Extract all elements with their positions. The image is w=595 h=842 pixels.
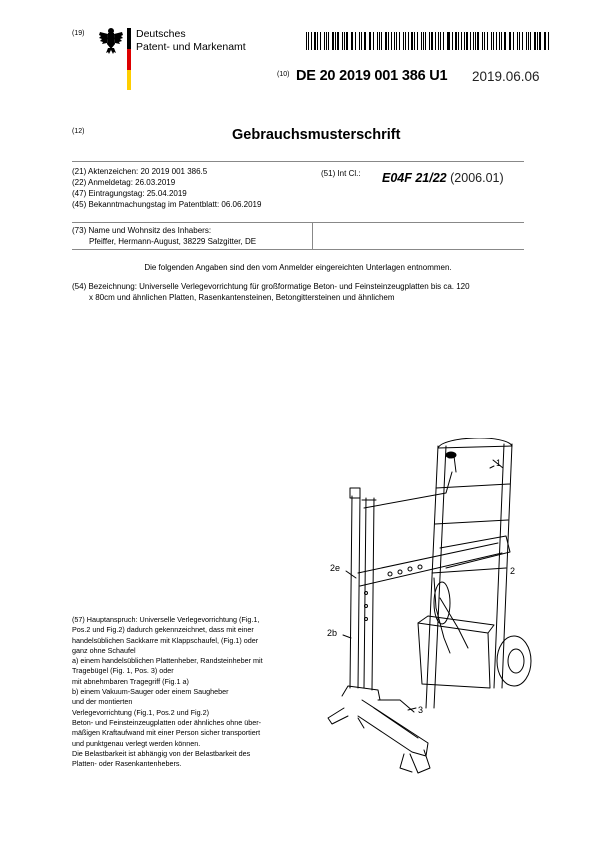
barcode-bar (408, 32, 409, 50)
ipc-classification (382, 171, 504, 185)
barcode-bar (477, 32, 478, 50)
barcode-bar (482, 32, 484, 50)
barcode-bar (425, 32, 426, 50)
document-number: DE 20 2019 001 386 U1 (296, 68, 448, 84)
barcode-bar (311, 32, 312, 50)
title-line1: (54) Bezeichnung: Universelle Verlegevorrichtung für großformatige Beton- und Feinsteinzeugplatten bis ca. 120 (72, 282, 470, 291)
barcode-bar (435, 32, 436, 50)
barcode-bar (504, 32, 506, 50)
barcode-bar (510, 32, 511, 50)
barcode (306, 32, 552, 50)
barcode-bar (377, 32, 378, 50)
barcode-bar (522, 32, 523, 50)
barcode-bar (337, 32, 339, 50)
drawing-figure (318, 438, 543, 783)
barcode-bar (452, 32, 453, 50)
figure-label-2: 2 (510, 566, 516, 576)
barcode-bar (519, 32, 520, 50)
barcode-bar (448, 32, 449, 50)
barcode-bar (491, 32, 492, 50)
barcode-bar (417, 32, 418, 50)
inid-code-19: (19) (72, 30, 85, 37)
barcode-bar (461, 32, 462, 50)
claim-line: (57) Hauptanspruch: Universelle Verlegevorrichtung (Fig.1, (72, 615, 260, 624)
divider-top (72, 161, 524, 162)
inid-code-12: (12) (72, 128, 85, 135)
barcode-bar (414, 32, 415, 50)
claim-line: Verlegevorrichtung (Fig.1, Pos.2 und Fig.2) (72, 707, 210, 717)
barcode-bar (359, 32, 360, 50)
title-block (72, 281, 532, 303)
barcode-bar (396, 32, 397, 50)
claim-line: Tragebügel (Fig. 1, Pos. 3) oder (72, 666, 174, 676)
claim-line: handelsüblichen Sackkarre mit Klappschaufel, (Fig.1) oder (72, 635, 259, 645)
barcode-bar (539, 32, 540, 50)
barcode-bar (493, 32, 494, 50)
barcode-bar (385, 32, 387, 50)
barcode-bar (394, 32, 395, 50)
barcode-bar (355, 32, 356, 50)
claim-line: a) einem handelsüblichen Plattenheber, Randsteinheber mit (72, 656, 263, 666)
barcode-bar (513, 32, 514, 50)
biblio-publication-date: (45) Bekanntmachungstag im Patentblatt: 06.06.2019 (72, 200, 262, 209)
biblio-filing-date: (22) Anmeldetag: 26.03.2019 (72, 178, 176, 187)
claim-line: Die Belastbarkeit ist abhängig von der Belastbarkeit des (72, 748, 251, 758)
barcode-bar (388, 32, 389, 50)
barcode-bar (320, 32, 321, 50)
inid-code-10: (10) (277, 71, 290, 78)
barcode-bar (314, 32, 315, 50)
claim-line: b) einem Vakuum-Sauger oder einem Saugheber (72, 687, 229, 697)
barcode-bar (530, 32, 531, 50)
claim-line: ganz ohne Schaufel (72, 645, 136, 655)
ipc-version: (2006.01) (450, 171, 504, 185)
barcode-bar (487, 32, 488, 50)
barcode-bar (391, 32, 392, 50)
figure-label-2e: 2e (330, 563, 341, 573)
barcode-bar (438, 32, 439, 50)
barcode-bar (501, 32, 502, 50)
barcode-bar (317, 32, 319, 50)
barcode-bar (499, 32, 500, 50)
claim-line: Pos.2 und Fig.2) dadurch gekennzeichnet, dass mit einer (72, 625, 254, 635)
barcode-bar (328, 32, 329, 50)
ipc-class: E04F 21/22 (382, 171, 447, 185)
barcode-bar (431, 32, 433, 50)
barcode-bar (509, 32, 510, 50)
barcode-bar (545, 32, 546, 50)
owner-name: Pfeiffer, Hermann-August, 38229 Salzgitter, DE (89, 237, 257, 246)
office-name-line2: Patent- und Markenamt (136, 41, 246, 53)
barcode-bar (411, 32, 413, 50)
divider-owner-vertical (312, 222, 313, 249)
barcode-bar (332, 32, 333, 50)
barcode-bar (443, 32, 444, 50)
claim-line: mit abnehmbaren Tragegriff (Fig.1 a) (72, 676, 189, 686)
barcode-bar (475, 32, 476, 50)
biblio-application-number: (21) Aktenzeichen: 20 2019 001 386.5 (72, 167, 208, 176)
owner-label: (73) Name und Wohnsitz des Inhabers: (72, 226, 212, 235)
office-name (136, 28, 246, 54)
barcode-bar (458, 32, 459, 50)
barcode-bar (405, 32, 406, 50)
barcode-bar (496, 32, 497, 50)
applicant-notice: Die folgenden Angaben sind den vom Anmelder eingereichten Unterlagen entnommen. (144, 263, 452, 272)
barcode-bar (423, 32, 424, 50)
barcode-bar (381, 32, 382, 50)
document-type: Gebrauchsmusterschrift (232, 127, 401, 143)
barcode-bar (534, 32, 536, 50)
barcode-bar (473, 32, 474, 50)
barcode-bar (429, 32, 430, 50)
office-name-line1: Deutsches (136, 28, 186, 40)
barcode-bar (470, 32, 471, 50)
barcode-bar (346, 32, 347, 50)
biblio-registration-date: (47) Eintragungstag: 25.04.2019 (72, 189, 187, 198)
barcode-bar (326, 32, 327, 50)
barcode-bar (370, 32, 371, 50)
barcode-bar (447, 32, 448, 50)
barcode-bar (364, 32, 366, 50)
barcode-bar (440, 32, 441, 50)
hand-truck-drawing (328, 438, 531, 773)
claim-line: und punktgenau verlegt werden können. (72, 738, 201, 748)
barcode-bar (399, 32, 400, 50)
barcode-bar (466, 32, 467, 50)
barcode-bar (351, 32, 352, 50)
barcode-bar (544, 32, 545, 50)
barcode-bar (361, 32, 362, 50)
claim-line: und der montierten (72, 697, 133, 707)
barcode-bar (548, 32, 549, 50)
barcode-bar (335, 32, 336, 50)
barcode-bar (464, 32, 465, 50)
publication-date: 2019.06.06 (472, 69, 540, 84)
claim-line: Platten- oder Rasenkantenhebers. (72, 759, 182, 769)
barcode-bar (526, 32, 527, 50)
barcode-bar (455, 32, 457, 50)
divider-owner (72, 222, 524, 223)
barcode-bar (352, 32, 353, 50)
figure-label-3: 3 (418, 705, 424, 715)
owner-block (72, 225, 256, 247)
barcode-bar (344, 32, 345, 50)
claim-line: Beton- und Feinsteinzeugplatten oder ähnliches ohne über- (72, 717, 262, 727)
barcode-bar (308, 32, 309, 50)
barcode-bar (369, 32, 370, 50)
biblio-left (72, 166, 261, 210)
barcode-bar (373, 32, 374, 50)
claim-line: mäßigen Kraftaufwand mit einer Person sicher transportiert (72, 728, 261, 738)
title-line2: x 80cm und ähnlichen Platten, Rasenkantensteinen, Betongittersteinen und ähnlichem (89, 293, 395, 302)
barcode-bar (484, 32, 485, 50)
divider-bottom (72, 249, 524, 250)
figure-label-2b: 2b (327, 628, 338, 638)
flag-stripe (127, 28, 131, 90)
barcode-bar (517, 32, 518, 50)
barcode-bar (528, 32, 529, 50)
barcode-bar (379, 32, 380, 50)
barcode-bar (306, 32, 307, 50)
barcode-bar (421, 32, 422, 50)
federal-eagle-icon (98, 26, 124, 56)
ipc-label: (51) Int Cl.: (321, 169, 361, 178)
barcode-bar (403, 32, 404, 50)
main-claim (72, 615, 312, 769)
figure-label-1: 1 (496, 458, 502, 468)
barcode-bar (324, 32, 325, 50)
barcode-bar (537, 32, 538, 50)
barcode-bar (342, 32, 343, 50)
